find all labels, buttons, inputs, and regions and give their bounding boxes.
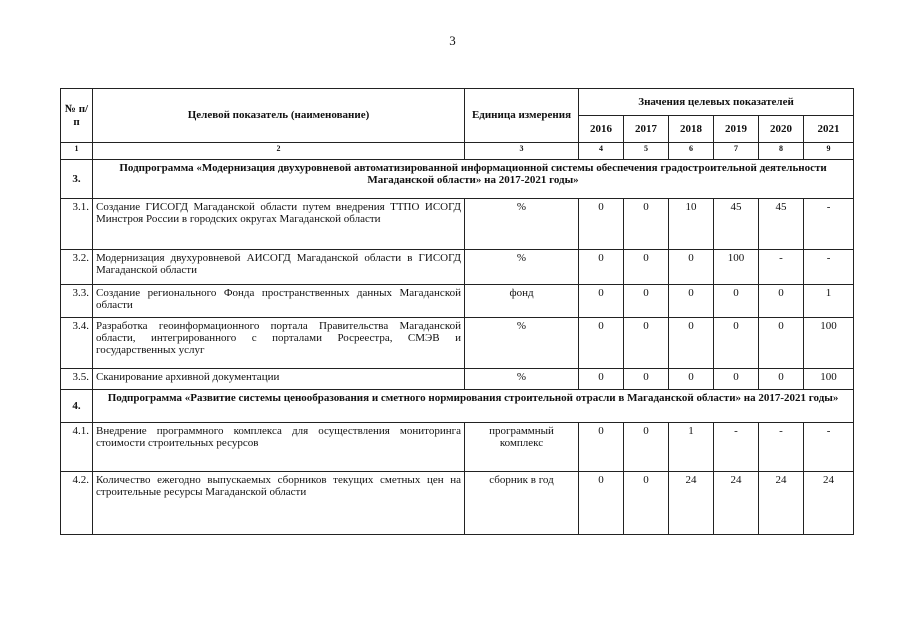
value-cell: 0 [669, 250, 714, 285]
unit-cell: программный комплекс [465, 423, 579, 472]
unit-cell: фонд [465, 285, 579, 318]
value-cell: 24 [804, 472, 854, 535]
indicator-name: Сканирование архивной документации [93, 369, 465, 390]
subprogram-row [61, 390, 854, 423]
value-cell: 0 [579, 199, 624, 250]
unit-cell: сборник в год [465, 472, 579, 535]
value-cell: 0 [624, 318, 669, 369]
header-year: 2018 [669, 116, 714, 143]
value-cell: 1 [804, 285, 854, 318]
row-num: 3.5. [61, 369, 93, 390]
subprogram-3-rows [61, 199, 854, 390]
column-number-row [61, 143, 854, 160]
target-indicators-table [60, 88, 854, 535]
row-num: 4.2. [61, 472, 93, 535]
indicator-row [61, 369, 854, 390]
header-unit: Единица измерения [465, 89, 579, 143]
column-number: 3 [465, 143, 579, 160]
column-number: 6 [669, 143, 714, 160]
value-cell: 10 [669, 199, 714, 250]
value-cell: 100 [804, 369, 854, 390]
row-num: 3.3. [61, 285, 93, 318]
value-cell: 0 [624, 472, 669, 535]
unit-cell: % [465, 250, 579, 285]
row-num: 3.1. [61, 199, 93, 250]
value-cell: 0 [669, 369, 714, 390]
row-num: 3.2. [61, 250, 93, 285]
column-number: 2 [93, 143, 465, 160]
value-cell: - [804, 250, 854, 285]
value-cell: 0 [579, 250, 624, 285]
indicator-row [61, 199, 854, 250]
column-number: 5 [624, 143, 669, 160]
column-number: 8 [759, 143, 804, 160]
value-cell: 0 [624, 250, 669, 285]
header-values-group: Значения целевых показателей [579, 89, 854, 116]
subprogram-num: 3. [61, 160, 93, 199]
indicator-row [61, 285, 854, 318]
indicator-row [61, 250, 854, 285]
value-cell: 0 [579, 423, 624, 472]
indicator-row [61, 423, 854, 472]
subprogram-4-rows [61, 423, 854, 535]
value-cell: 1 [669, 423, 714, 472]
value-cell: 24 [714, 472, 759, 535]
header-indicator: Целевой показатель (наименование) [93, 89, 465, 143]
value-cell: 0 [714, 318, 759, 369]
indicator-name: Количество ежегодно выпускаемых сборников текущих сметных цен на строительные ресурсы Магаданской области [93, 472, 465, 535]
value-cell: 0 [624, 199, 669, 250]
value-cell: 100 [714, 250, 759, 285]
value-cell: 0 [669, 318, 714, 369]
value-cell: - [759, 250, 804, 285]
indicator-name: Модернизация двухуровневой АИСОГД Магаданской области в ГИСОГД Магаданской области [93, 250, 465, 285]
indicator-name: Создание ГИСОГД Магаданской области путем внедрения ТТПО ИСОГД Минстроя России в городских округах Магаданской области [93, 199, 465, 250]
row-num: 4.1. [61, 423, 93, 472]
value-cell: 0 [579, 369, 624, 390]
subprogram-title: Подпрограмма «Развитие системы ценообразования и сметного нормирования строительной отрасли в Магаданской области» на 2017-2021 годы» [93, 390, 854, 423]
page-number: 3 [449, 33, 456, 48]
value-cell: 0 [624, 423, 669, 472]
value-cell: 0 [669, 285, 714, 318]
value-cell: 0 [714, 285, 759, 318]
value-cell: 0 [579, 318, 624, 369]
value-cell: 0 [714, 369, 759, 390]
value-cell: - [804, 199, 854, 250]
header-year: 2016 [579, 116, 624, 143]
unit-cell: % [465, 369, 579, 390]
header-num: № п/п [61, 89, 93, 143]
indicator-name: Создание регионального Фонда пространственных данных Магаданской области [93, 285, 465, 318]
column-number: 9 [804, 143, 854, 160]
column-number: 1 [61, 143, 93, 160]
value-cell: 100 [804, 318, 854, 369]
value-cell: 24 [759, 472, 804, 535]
value-cell: 24 [669, 472, 714, 535]
row-num: 3.4. [61, 318, 93, 369]
value-cell: - [714, 423, 759, 472]
value-cell: 0 [759, 285, 804, 318]
header-year: 2021 [804, 116, 854, 143]
header-year: 2019 [714, 116, 759, 143]
header-year: 2020 [759, 116, 804, 143]
indicator-row [61, 318, 854, 369]
value-cell: 0 [759, 369, 804, 390]
value-cell: 0 [624, 285, 669, 318]
indicator-name: Внедрение программного комплекса для осуществления мониторинга стоимости строительных ресурсов [93, 423, 465, 472]
column-number: 7 [714, 143, 759, 160]
indicator-row [61, 472, 854, 535]
value-cell: - [759, 423, 804, 472]
value-cell: 0 [624, 369, 669, 390]
value-cell: 0 [579, 285, 624, 318]
unit-cell: % [465, 199, 579, 250]
subprogram-num: 4. [61, 390, 93, 423]
value-cell: 45 [759, 199, 804, 250]
indicator-name: Разработка геоинформационного портала Правительства Магаданской области, интегрированного с порталами Росреестра, СМЭВ и государственных услуг [93, 318, 465, 369]
value-cell: - [804, 423, 854, 472]
value-cell: 0 [759, 318, 804, 369]
unit-cell: % [465, 318, 579, 369]
header-year: 2017 [624, 116, 669, 143]
column-number: 4 [579, 143, 624, 160]
subprogram-title: Подпрограмма «Модернизация двухуровневой автоматизированной информационной системы обеспечения градостроительной деятельности Магаданской области» на 2017-2021 годы» [93, 160, 854, 199]
subprogram-row [61, 160, 854, 199]
value-cell: 45 [714, 199, 759, 250]
value-cell: 0 [579, 472, 624, 535]
header-row [61, 89, 854, 116]
